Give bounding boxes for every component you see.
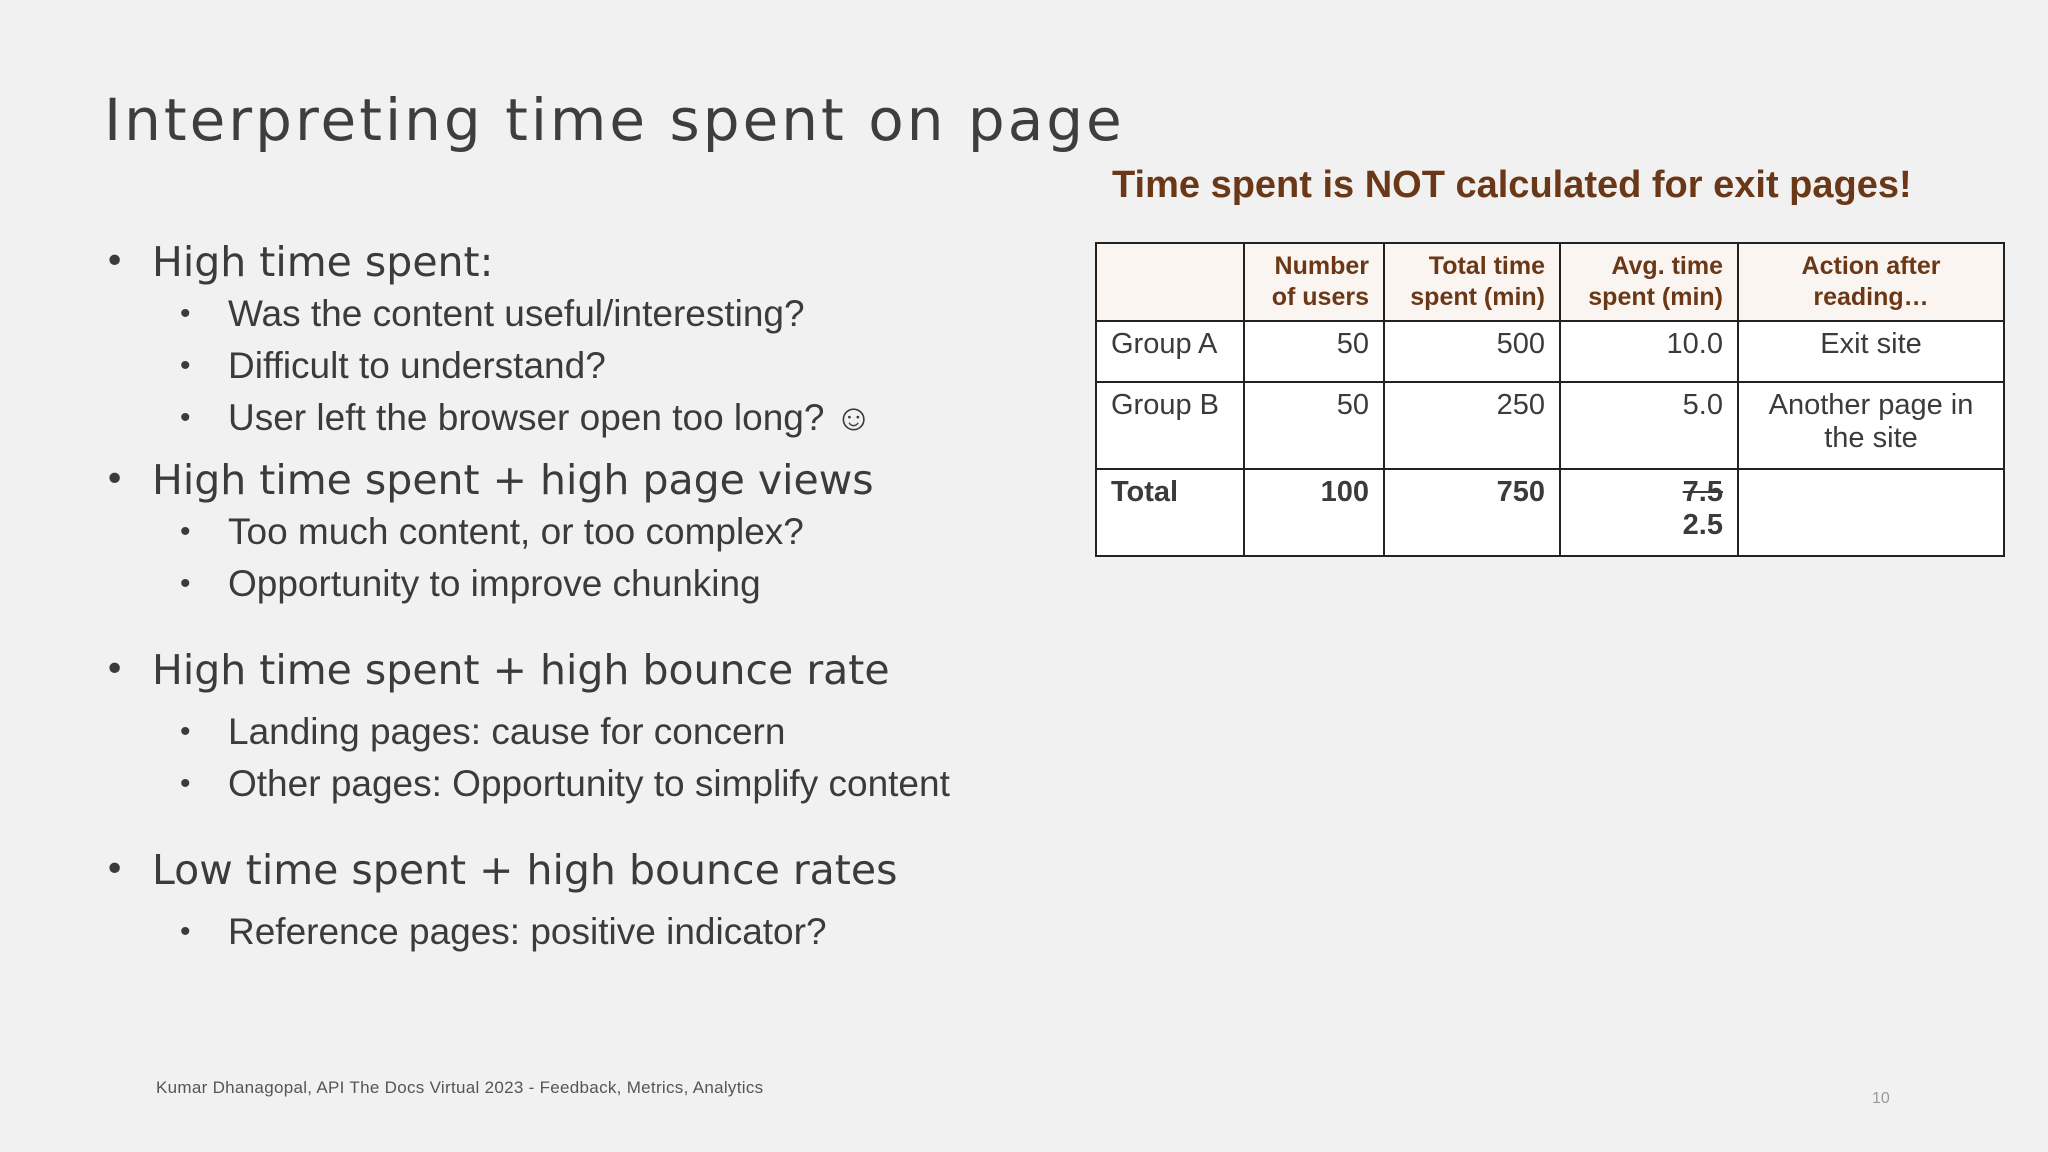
bullet-dot: • [180,401,191,434]
struck-value: 7.5 [1682,476,1723,508]
sub-bullet-list [104,706,1064,810]
sub-bullet-list [104,288,1064,444]
sub-bullet-text: Difficult to understand? [228,345,606,386]
sub-bullet [180,288,1064,340]
sub-bullet [180,506,1064,558]
table-header-cell: Action after reading… [1738,243,2004,321]
table-cell: Group B [1096,382,1244,469]
sub-bullet [180,906,1064,958]
sub-bullet [180,392,1064,444]
table-cell: Group A [1096,321,1244,382]
table-cell: 100 [1244,469,1384,556]
table-header-cell: Number of users [1244,243,1384,321]
table-cell: Another page in the site [1738,382,2004,469]
table-cell: 500 [1384,321,1560,382]
sub-bullet-text: Reference pages: positive indicator? [228,911,827,952]
table-cell: Total [1096,469,1244,556]
table-header-cell: Avg. time spent (min) [1560,243,1738,321]
bullet-dot: • [180,567,191,600]
bullet-dot: • [180,767,191,800]
table-cell: 10.0 [1560,321,1738,382]
table-cell: 250 [1384,382,1560,469]
sub-bullet [180,558,1064,610]
table-row [1096,382,2004,469]
sub-bullet-text: Other pages: Opportunity to simplify content [228,763,950,804]
sub-bullet-text: Too much content, or too complex? [228,511,804,552]
bullet-dot: • [180,515,191,548]
table-header-cell: Total time spent (min) [1384,243,1560,321]
table-row-total [1096,469,2004,556]
sub-bullet-text: Opportunity to improve chunking [228,563,761,604]
bullet-page-views: • High time spent + high page views [104,454,1064,506]
table-cell: 50 [1244,321,1384,382]
page-number: 10 [1872,1090,1890,1107]
table-row [1096,321,2004,382]
bullet-bounce-rate: • High time spent + high bounce rate [104,644,1064,696]
table-cell: 50 [1244,382,1384,469]
table-cell: 5.0 [1560,382,1738,469]
time-spent-table [1095,242,2005,557]
table-cell [1738,469,2004,556]
bullet-dot: • [180,297,191,330]
sub-bullet-list [104,906,1064,958]
table-cell: Exit site [1738,321,2004,382]
slide-footer: Kumar Dhanagopal, API The Docs Virtual 2023 - Feedback, Metrics, Analytics [156,1078,764,1097]
sub-bullet-text: User left the browser open too long? ☺ [228,397,873,438]
table-header-row [1096,243,2004,321]
slide-title: Interpreting time spent on page [104,86,1125,154]
bullet-high-time-spent: • High time spent: [104,236,1064,288]
bullet-dot: • [180,715,191,748]
sub-bullet [180,340,1064,392]
bullet-low-time-spent: • Low time spent + high bounce rates [104,844,1064,896]
bullet-list [104,236,1064,958]
table-header-cell [1096,243,1244,321]
table-cell: 750 [1384,469,1560,556]
exit-pages-note: Time spent is NOT calculated for exit pages! [1112,164,1912,206]
bullet-dot: • [180,915,191,948]
sub-bullet-text: Landing pages: cause for concern [228,711,786,752]
corrected-value: 2.5 [1682,509,1723,541]
table-cell-avg-total [1560,469,1738,556]
bullet-dot: • [180,349,191,382]
sub-bullet-list [104,506,1064,610]
sub-bullet [180,758,1064,810]
sub-bullet [180,706,1064,758]
sub-bullet-text: Was the content useful/interesting? [228,293,805,334]
